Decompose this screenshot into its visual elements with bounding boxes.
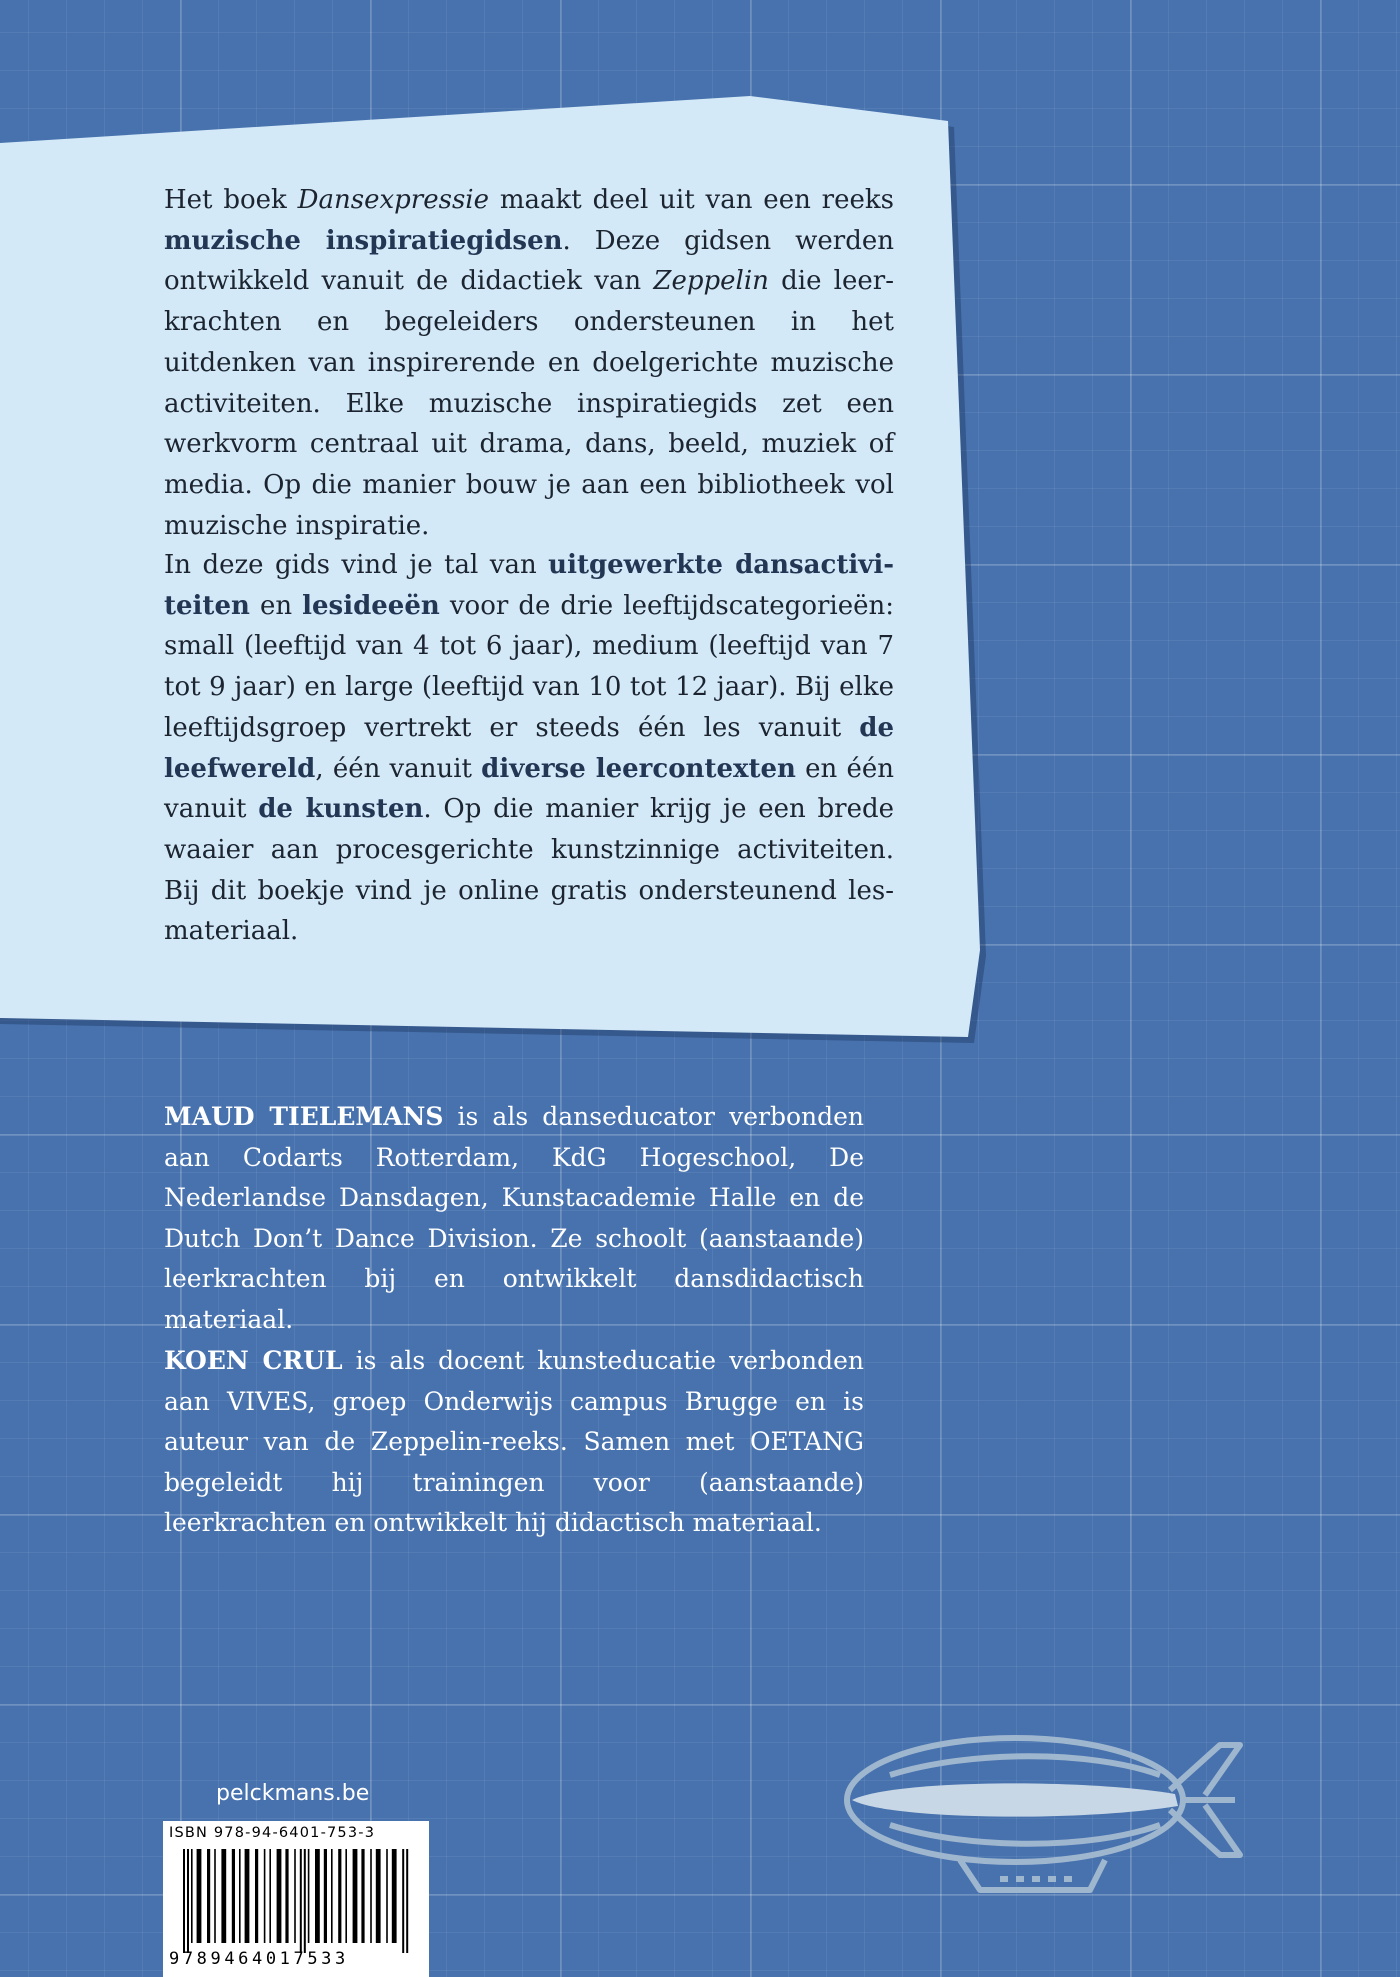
text-run: Het boek: [164, 185, 298, 215]
barcode-bar: [386, 1849, 388, 1943]
barcode-bar: [245, 1849, 250, 1943]
barcode-bar: [255, 1849, 258, 1943]
barcode-bar: [361, 1849, 364, 1943]
intro-paragraph-2: [164, 545, 894, 952]
intro-paragraph-1: [164, 180, 894, 546]
bold-phrase: de kunsten: [258, 794, 424, 825]
bold-phrase: de leefwereld: [164, 712, 894, 784]
barcode-bar: [264, 1849, 266, 1943]
barcode-bar: [406, 1849, 408, 1953]
barcode-bar: [269, 1849, 271, 1943]
barcode-bar: [308, 1849, 310, 1943]
text-run: en één vanuit: [164, 753, 894, 825]
barcode-bar: [331, 1849, 333, 1943]
author-bio-koen-crul: [164, 1341, 864, 1544]
barcode-bar: [402, 1849, 404, 1953]
barcode-bar: [277, 1849, 282, 1943]
barcode-bar: [285, 1849, 288, 1943]
text-run: , één vanuit: [315, 753, 482, 784]
zeppelin-icon: [830, 1700, 1250, 1900]
author-name: KOEN CRUL: [164, 1346, 343, 1375]
barcode-bar: [239, 1849, 241, 1943]
author-bio-text: is als docent kunsteducatie verbonden aan VIVES, groep Onderwijs campus Brugge en is auteur van de Zeppelin-reeks. Samen met OETANG begeleidt hij trainingen voor (aanstaande) leerkrachten en ontwikkelt hij didactisch materiaal.: [164, 1346, 864, 1537]
bold-phrase: diverse leercontexten: [481, 753, 796, 784]
barcode-bar: [338, 1849, 341, 1943]
ean-digits: 9789464017533: [169, 1949, 349, 1969]
barcode-bar: [221, 1849, 226, 1943]
barcode-bars: [169, 1849, 425, 1953]
text-run: maakt deel uit van een reeks: [489, 185, 894, 215]
text-run: . Deze gidsen werden ontwikkeld vanuit de didactiek van: [164, 225, 894, 297]
bold-phrase: muzische inspiratiegidsen: [164, 225, 563, 256]
barcode-bar: [232, 1849, 235, 1943]
text-run: . Op die manier krijg je een brede waaier aan procesgerichte kunstzinnige activiteiten. Bij dit boekje vind je online gratis ondersteunend lesmateriaal.: [164, 794, 894, 947]
barcode-bar: [300, 1849, 302, 1953]
barcode-bar: [315, 1849, 320, 1943]
barcode-bar: [183, 1849, 185, 1953]
isbn-barcode: [163, 1821, 429, 1977]
italic-phrase: Dansexpressie: [297, 185, 489, 215]
barcode-bar: [197, 1849, 202, 1943]
text-run: en: [249, 590, 303, 621]
barcode-bar: [191, 1849, 193, 1943]
italic-phrase: Zeppelin: [653, 266, 769, 297]
author-name: MAUD TIELEMANS: [164, 1102, 444, 1131]
barcode-bar: [324, 1849, 327, 1943]
bold-phrase: lesideeën: [302, 590, 440, 621]
barcode-bar: [214, 1849, 216, 1943]
barcode-bar: [392, 1849, 397, 1943]
barcode-bar: [294, 1849, 296, 1943]
isbn-label: ISBN 978-94-6401-753-3: [169, 1825, 376, 1841]
text-run: In deze gids vind je tal van: [164, 550, 549, 580]
barcode-bar: [187, 1849, 189, 1953]
barcode-bar: [370, 1849, 372, 1943]
author-bio-text: is als danseducator verbonden aan Codarts Rotterdam, KdG Hogeschool, De Nederlandse Dansdagen, Kunstacademie Halle en de Dutch Don’t Dance Division. Ze schoolt (aanstaande) leerkrachten bij en ontwikkelt dansdidactisch materiaal.: [164, 1102, 865, 1334]
barcode-bar: [345, 1849, 347, 1943]
barcode-bar: [304, 1849, 306, 1953]
bold-phrase: uitgewerkte dansactiviteiten: [164, 550, 895, 621]
barcode-bar: [353, 1849, 358, 1943]
barcode-bar: [207, 1849, 210, 1943]
barcode-bar: [376, 1849, 381, 1943]
author-bio-maud-tielemans: [164, 1097, 864, 1340]
text-run: voor de drie leeftijdscategorieën: small (leeftijd van 4 tot 6 jaar), medium (leeftijd van 7 tot 9 jaar) en large (leeftijd van 10 tot 12 jaar). Bij elke leeftijdsgroep vertrekt er steeds één les vanuit: [164, 590, 894, 743]
text-run: die leerkrachten en begeleiders ondersteunen in het uitdenken van inspirerende en doelgerichte muzische activiteiten. Elke muzische inspiratiegids zet een werkvorm centraal uit drama, dans, beeld, muziek of media. Op die manier bouw je aan een bibliotheek vol muzische inspiratie.: [164, 266, 894, 541]
publisher-website[interactable]: pelckmans.be: [216, 1781, 370, 1806]
